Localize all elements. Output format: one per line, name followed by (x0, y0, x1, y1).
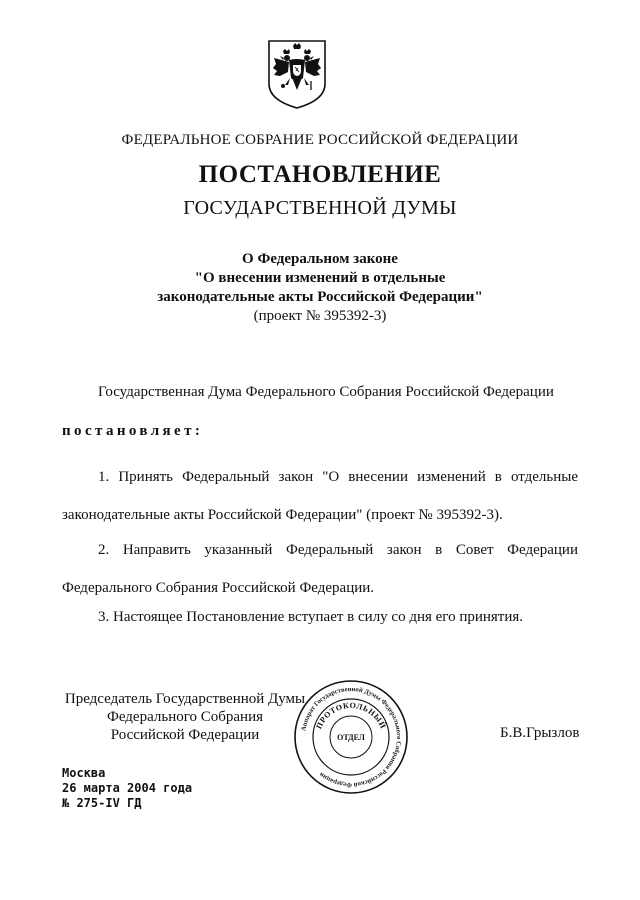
intro-paragraph: Государственная Дума Федерального Собрания Российской Федерации (98, 384, 554, 400)
document-footer (62, 766, 192, 811)
document-type-title: ПОСТАНОВЛЕНИЕ (198, 161, 442, 188)
official-stamp (292, 678, 410, 796)
decree-item-3: 3. Настоящее Постановление вступает в силу со дня его принятия. (98, 609, 524, 625)
subject-line-3: законодательные акты Российской Федерации" (157, 289, 483, 305)
organization-heading: ФЕДЕРАЛЬНОЕ СОБРАНИЕ РОССИЙСКОЙ ФЕДЕРАЦИИ (121, 132, 519, 148)
stamp-center-text: ОТДЕЛ (337, 733, 365, 742)
footer-number: № 275-IV ГД (62, 796, 142, 810)
decree-item-1: 1. Принять Федеральный закон "О внесении изменений в отдельные законодательные акты Российской Федерации" (проект № 395392-3). (62, 469, 578, 523)
signatory-title-line-3: Российской Федерации (110, 727, 260, 743)
subject-line-2: "О внесении изменений в отдельные (194, 270, 446, 286)
decree-item-2: 2. Направить указанный Федеральный закон в Совет Федерации Федерального Собрания Российской Федерации. (62, 542, 578, 596)
double-headed-eagle-icon (266, 38, 328, 110)
stamp-middle-text: ПРОТОКОЛЬНЫЙ (314, 700, 388, 731)
signatory-title-line-1: Председатель Государственной Думы (64, 691, 306, 707)
footer-date: 26 марта 2004 года (62, 781, 193, 795)
footer-city: Москва (62, 766, 106, 780)
signatory-title (62, 690, 308, 744)
subject-project-number: (проект № 395392-3) (253, 308, 387, 324)
coat-of-arms-emblem (266, 38, 328, 110)
signatory-name: Б.В.Грызлов (500, 725, 580, 741)
subject-line-1: О Федеральном законе (242, 251, 398, 267)
decree-word: постановляет: (62, 423, 204, 439)
document-issuer-title: ГОСУДАРСТВЕННОЙ ДУМЫ (183, 197, 457, 219)
document-subject (0, 250, 640, 326)
signatory-title-line-2: Федерального Собрания (106, 709, 264, 725)
stamp-outer-text: Аппарат Государственной Думы Федерального Собрания Российской Федерации (300, 685, 403, 789)
